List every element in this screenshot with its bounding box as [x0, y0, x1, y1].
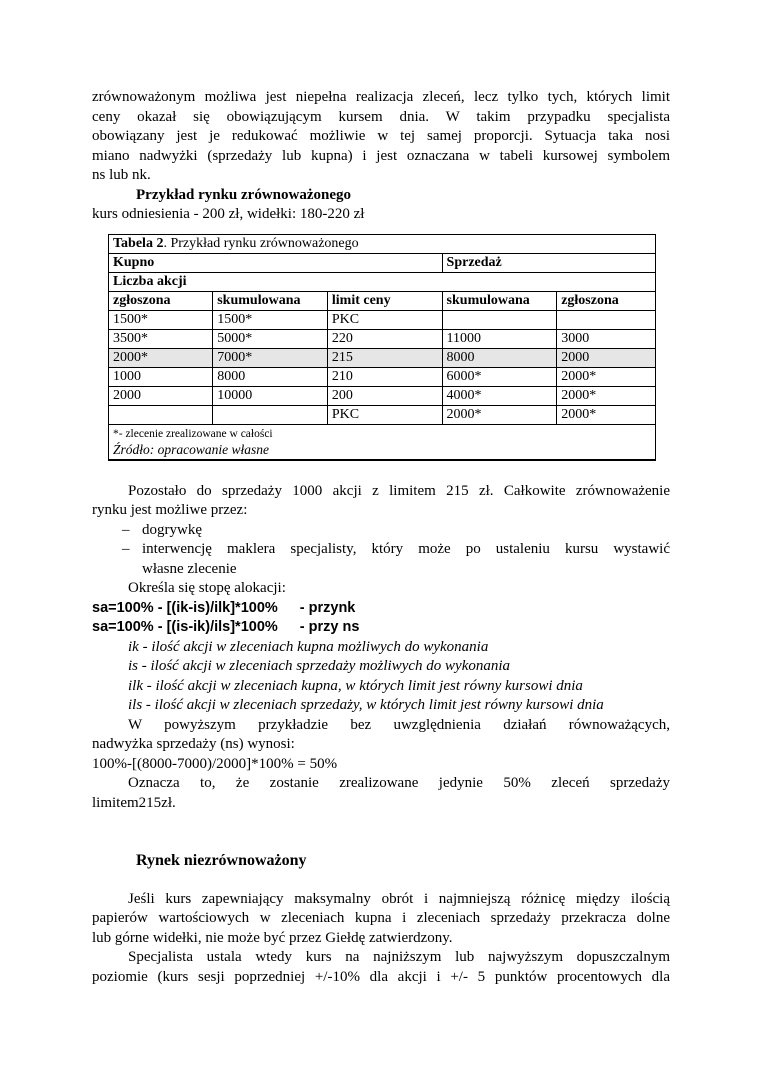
section-paragraph-2 — [92, 948, 670, 987]
text-line: miano nadwyżki (sprzedaży lub kupna) i jest oznaczana w tabeli kursowej symbolem — [92, 147, 670, 164]
table-cell: 4000* — [442, 386, 557, 405]
formula-tag: - przynk — [299, 599, 356, 616]
table-cell: PKC — [327, 310, 442, 329]
table-cell: 11000 — [442, 329, 557, 348]
table-cell: 2000* — [557, 405, 655, 424]
formula-expression: sa=100% - [(is-ik)/ils]*100% — [92, 619, 278, 635]
section-heading: Rynek niezrównoważony — [136, 852, 307, 869]
formula-buy — [92, 599, 670, 619]
text-line: Oznacza to, że zostanie zrealizowane jedynie 50% zleceń sprzedaży — [128, 775, 670, 791]
text-line: rynku jest możliwe przez: — [92, 502, 248, 518]
text-line: zrównoważonym możliwa jest niepełna realizacja zleceń, lecz tylko tych, których limit — [92, 89, 670, 105]
bullet-marker: – — [122, 521, 130, 538]
table-caption — [109, 235, 655, 254]
table-cell — [442, 310, 557, 329]
table-cell: 2000* — [442, 405, 557, 424]
table-cell: 2000* — [557, 386, 655, 405]
table-cell: 3500* — [109, 329, 213, 348]
table-cell: 215 — [327, 348, 442, 367]
text-line: nadwyżka sprzedaży (ns) wynosi: — [92, 736, 295, 752]
text-line: W powyższym przykładzie bez uwzględnienia działań równoważących, — [128, 716, 670, 733]
table-cell: 1000 — [109, 367, 213, 386]
text-line: obowiązany jest je redukować możliwie w tej samej proporcji. Sytuacja taka nosi — [92, 128, 670, 144]
list-item — [122, 540, 670, 560]
table-row — [109, 367, 655, 386]
table-cell: 5000* — [213, 329, 328, 348]
table-footer — [109, 424, 655, 459]
formula-expression: sa=100% - [(ik-is)/ilk]*100% — [92, 599, 278, 616]
table-row — [109, 310, 655, 329]
table-cell — [109, 405, 213, 424]
text-line: ns lub nk. — [92, 167, 151, 183]
column-header: skumulowana — [442, 291, 557, 310]
list-item-text: własne zlecenie — [142, 560, 237, 577]
sell-header: Sprzedaż — [442, 253, 655, 272]
table-source: Źródło: opracowanie własne — [113, 441, 270, 457]
column-header: skumulowana — [213, 291, 328, 310]
table-cell — [557, 310, 655, 329]
table-cell: 2000* — [557, 367, 655, 386]
table-cell: 200 — [327, 386, 442, 405]
text-line: Jeśli kurs zapewniający maksymalny obrót i najmniejszą różnicę między ilością — [128, 890, 670, 907]
list-item-continuation — [122, 560, 670, 580]
table-cell: PKC — [327, 405, 442, 424]
table-cell: 1500* — [213, 310, 328, 329]
bullet-list — [92, 521, 670, 580]
text-line: ceny okazał się obowiązującym kursem dnia. W takim przypadku specjalista — [92, 108, 670, 125]
text-line: Specjalista ustala wtedy kurs na najniższym lub najwyższym dopuszczalnym — [128, 949, 670, 965]
table-cell: 2000 — [557, 348, 655, 367]
column-header: zgłoszona — [557, 291, 655, 310]
text-line: limitem215zł. — [92, 794, 176, 811]
list-item-text: interwencję maklera specjalisty, który może po ustaleniu kursu wystawić — [142, 541, 670, 557]
table-cell: 10000 — [213, 386, 328, 405]
example-subtitle: kurs odniesienia - 200 zł, widełki: 180-220 zł — [92, 206, 365, 222]
table-cell: 3000 — [557, 329, 655, 348]
table-row-highlighted — [109, 348, 655, 367]
definition-ils: ils - ilość akcji w zleceniach sprzedaży, w których limit jest równy kursowi dnia — [128, 697, 604, 713]
table-caption-text: . Przykład rynku zrównoważonego — [163, 235, 359, 251]
example-title: Przykład rynku zrównoważonego — [136, 186, 351, 203]
formula-sell — [92, 618, 670, 638]
text-line: Pozostało do sprzedaży 1000 akcji z limitem 215 zł. Całkowite zrównoważenie — [128, 482, 670, 499]
table-cell: 7000* — [213, 348, 328, 367]
allocation-intro: Określa się stopę alokacji: — [128, 580, 286, 596]
definition-ik: ik - ilość akcji w zleceniach kupna możliwych do wykonania — [128, 638, 489, 655]
table-cell: 220 — [327, 329, 442, 348]
table-cell: 210 — [327, 367, 442, 386]
table-cell: 1500* — [109, 310, 213, 329]
buy-header: Kupno — [109, 253, 442, 272]
shares-header: Liczba akcji — [109, 272, 655, 291]
list-item — [122, 521, 670, 541]
calc-result: 100%-[(8000-7000)/2000]*100% = 50% — [92, 755, 338, 772]
page-content — [92, 88, 670, 987]
definition-ilk: ilk - ilość akcji w zleceniach kupna, w których limit jest równy kursowi dnia — [128, 677, 583, 694]
column-header: zgłoszona — [109, 291, 213, 310]
bullet-marker: – — [122, 541, 130, 557]
market-table — [108, 234, 656, 461]
table-cell: 6000* — [442, 367, 557, 386]
table-caption-label: Tabela 2 — [113, 235, 164, 251]
text-line: lub górne widełki, nie może być przez Giełdę zatwierdzony. — [92, 929, 453, 946]
definition-is: is - ilość akcji w zleceniach sprzedaży możliwych do wykonania — [128, 658, 511, 674]
list-item-text: dogrywkę — [142, 521, 202, 538]
column-header: limit ceny — [327, 291, 442, 310]
table-row — [109, 405, 655, 424]
text-line: poziomie (kurs sesji poprzedniej +/-10% dla akcji i +/- 5 punktów procentowych dla — [92, 968, 670, 985]
table-row — [109, 329, 655, 348]
table-cell: 2000* — [109, 348, 213, 367]
table-cell: 8000 — [213, 367, 328, 386]
table-note: *- zlecenie zrealizowane w całości — [113, 427, 273, 440]
table-row — [109, 386, 655, 405]
table-cell: 8000 — [442, 348, 557, 367]
formula-tag: - przy ns — [299, 619, 360, 635]
intro-paragraph — [92, 88, 670, 186]
section-paragraph-1 — [92, 890, 670, 949]
table-cell — [213, 405, 328, 424]
text-line: papierów wartościowych w zleceniach kupna i zleceniach sprzedaży przekracza dolne — [92, 910, 670, 926]
table-cell: 2000 — [109, 386, 213, 405]
